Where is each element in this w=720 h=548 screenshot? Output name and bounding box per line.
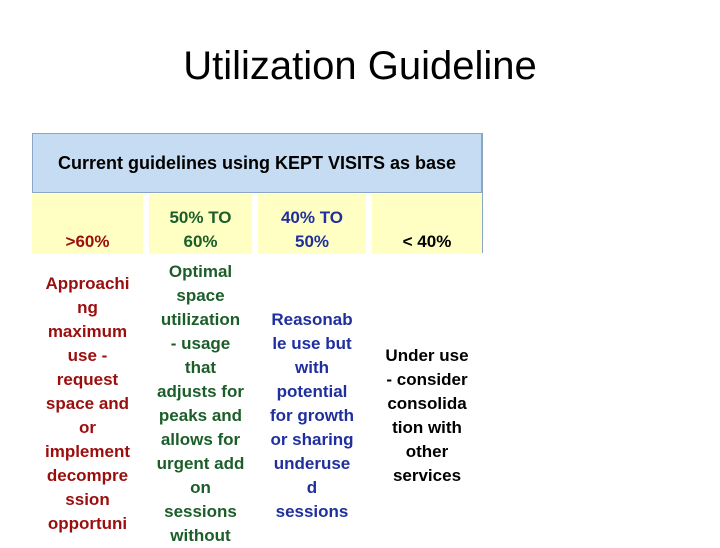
range-header-2: 50% TO 60%: [169, 208, 232, 251]
table-caption: [32, 133, 482, 193]
description-cell-3: Reasonab le use but with potential for growth or sharing underuse d sessions: [269, 310, 355, 521]
description-cell-2: Optimal space utilization - usage that adjusts for peaks and allows for urgent add on sessions without: [156, 262, 245, 545]
range-header-4: < 40%: [402, 232, 452, 251]
table-right-border: [482, 133, 483, 253]
range-header-3: 40% TO 50%: [280, 208, 344, 251]
description-cell-1: Approachi ng maximum use - request space and or implement decompre ssion opportuni: [44, 274, 131, 533]
slide-title: Utilization Guideline: [183, 44, 537, 88]
description-cell-4: Under use - consider consolida tion with other services: [385, 346, 469, 485]
table-caption-text: Current guidelines using KEPT VISITS as base: [57, 153, 457, 173]
range-header-1: >60%: [65, 232, 110, 251]
